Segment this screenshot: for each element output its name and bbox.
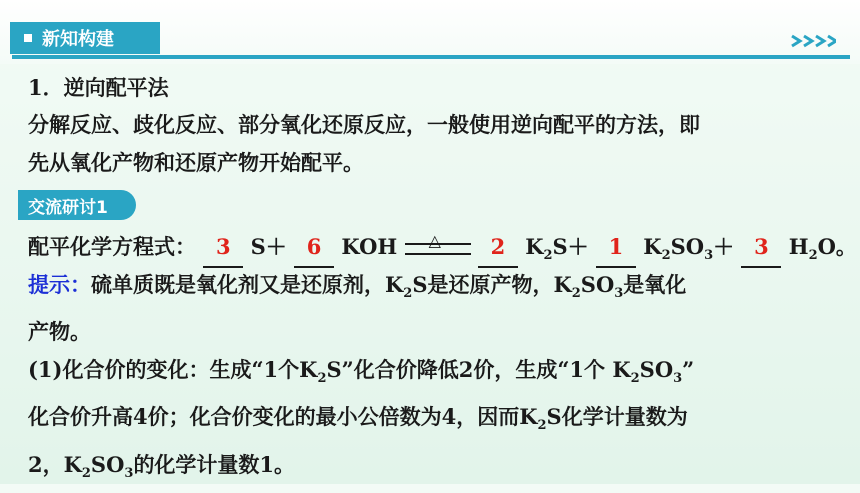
hint-line-1: 提示：硫单质既是氧化剂又是还原剂，$K_2S$是还原产物，$K_2SO_3$是氧化 xyxy=(28,272,687,302)
section-tag xyxy=(10,22,160,54)
header-divider xyxy=(12,55,850,59)
hint-line-3: (1)化合价的变化：生成“1个$K_2S$”化合价降低2价，生成“1个 $K_2SO_3$” xyxy=(28,357,695,387)
section-body xyxy=(28,70,838,182)
coefficient-blank-1: 3 xyxy=(203,228,243,268)
hint-line-5: 2，$K_2SO_3$的化学计量数1。 xyxy=(28,451,296,481)
square-bullet-icon xyxy=(24,34,32,42)
paragraph-line-2: 先从氧化产物和还原产物开始配平。 xyxy=(28,150,364,175)
hint-label: 提示： xyxy=(28,272,91,297)
chevrons-right-icon xyxy=(790,34,836,48)
hint-line-2: 产物。 xyxy=(28,319,91,345)
coefficient-blank-3: 2 xyxy=(478,228,518,268)
coefficient-blank-4: 1 xyxy=(596,228,636,268)
formula-s: S＋ xyxy=(250,234,287,259)
hint-line-4: 化合价升高4价；化合价变化的最小公倍数为4，因而$K_2S$化学计量数为 xyxy=(28,404,688,434)
hint-block xyxy=(28,266,694,493)
section-heading: 1．逆向配平法 xyxy=(28,75,169,100)
heat-condition-icon: △ xyxy=(428,231,441,250)
formula-koh: KOH xyxy=(341,234,398,259)
coefficient-blank-2: 6 xyxy=(294,228,334,268)
exchange-tag xyxy=(18,190,136,220)
coefficient-blank-5: 3 xyxy=(741,228,781,268)
formula-h2o: $H_2O$。 xyxy=(788,234,857,264)
formula-k2s: $K_2S+$ xyxy=(525,234,589,264)
paragraph-line-1: 分解反应、歧化反应、部分氧化还原反应，一般使用逆向配平的方法，即 xyxy=(28,112,700,137)
formula-k2so3: $K_2SO_3+$ xyxy=(643,234,735,264)
reaction-arrow xyxy=(405,228,471,266)
equation-prefix: 配平化学方程式： xyxy=(28,234,196,259)
exchange-tag-label: 交流研讨1 xyxy=(28,197,108,218)
section-tag-label: 新知构建 xyxy=(42,29,114,50)
